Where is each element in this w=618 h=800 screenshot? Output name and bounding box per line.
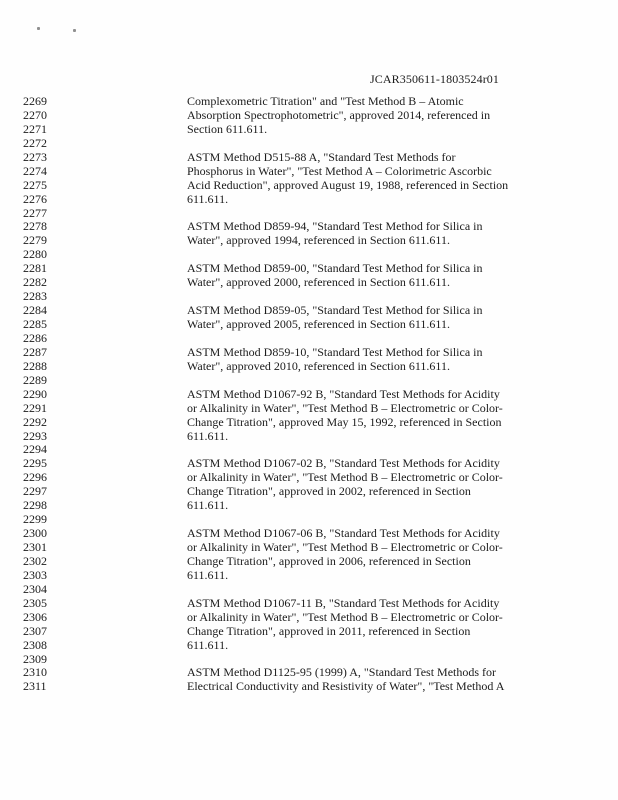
document-line	[0, 653, 618, 667]
line-number: 2301	[23, 540, 47, 554]
line-text	[187, 374, 618, 388]
line-text: Change Titration", approved May 15, 1992, referenced in Section	[187, 414, 502, 429]
line-number: 2276	[23, 191, 47, 206]
document-line	[0, 639, 618, 653]
line-number: 2273	[23, 149, 47, 164]
line-number: 2282	[23, 275, 47, 290]
line-number: 2291	[23, 400, 47, 415]
line-text	[187, 248, 618, 262]
line-number: 2269	[23, 94, 47, 108]
line-number: 2307	[23, 623, 47, 638]
line-number: 2299	[23, 512, 47, 527]
line-text: ASTM Method D515-88 A, "Standard Test Methods for	[187, 149, 456, 164]
line-number: 2275	[23, 177, 47, 192]
line-text: ASTM Method D859-10, "Standard Test Method for Silica in	[187, 344, 483, 359]
document-line	[0, 597, 618, 611]
document-line	[0, 402, 618, 416]
line-text	[187, 583, 618, 597]
line-text	[187, 207, 618, 221]
line-text: Acid Reduction", approved August 19, 1988, referenced in Section	[187, 177, 509, 192]
document-line	[0, 109, 618, 123]
line-number: 2270	[23, 107, 47, 122]
line-text: ASTM Method D1067-11 B, "Standard Test Methods for Acidity	[187, 595, 500, 610]
line-text: Water", approved 1994, referenced in Section 611.611.	[187, 233, 450, 248]
document-line	[0, 541, 618, 555]
line-number: 2279	[23, 233, 47, 248]
document-line	[0, 276, 618, 290]
line-number: 2295	[23, 456, 47, 471]
line-number: 2302	[23, 553, 47, 568]
document-line	[0, 95, 618, 109]
document-line	[0, 262, 618, 276]
document-line	[0, 304, 618, 318]
line-text: or Alkalinity in Water", "Test Method B – Electrometric or Color-	[187, 540, 503, 554]
document-body	[0, 95, 618, 694]
document-line	[0, 346, 618, 360]
line-number: 2306	[23, 609, 47, 624]
document-line	[0, 485, 618, 499]
line-text: 611.611.	[187, 498, 229, 513]
line-text: 611.611.	[187, 428, 229, 443]
line-number: 2308	[23, 637, 47, 652]
line-number: 2289	[23, 372, 47, 387]
document-line	[0, 165, 618, 179]
line-number: 2278	[23, 219, 47, 234]
line-number: 2280	[23, 247, 47, 262]
line-number: 2310	[23, 665, 47, 680]
line-text: ASTM Method D1067-06 B, "Standard Test Methods for Acidity	[187, 526, 500, 541]
document-line	[0, 234, 618, 248]
line-text: Water", approved 2010, referenced in Section 611.611.	[187, 358, 450, 373]
line-text: ASTM Method D859-00, "Standard Test Method for Silica in	[187, 261, 483, 276]
document-line	[0, 583, 618, 597]
line-text	[187, 332, 618, 346]
document-line	[0, 207, 618, 221]
document-line	[0, 416, 618, 430]
line-text	[187, 137, 618, 151]
line-number: 2283	[23, 289, 47, 304]
line-text: or Alkalinity in Water", "Test Method B – Electrometric or Color-	[187, 470, 503, 485]
document-line	[0, 220, 618, 234]
document-line	[0, 611, 618, 625]
line-text: Water", approved 2005, referenced in Section 611.611.	[187, 317, 450, 331]
line-number: 2303	[23, 567, 47, 582]
document-line	[0, 360, 618, 374]
line-text: Change Titration", approved in 2006, referenced in Section	[187, 553, 471, 568]
line-text: Phosphorus in Water", "Test Method A – Colorimetric Ascorbic	[187, 163, 492, 178]
line-text: 611.611.	[187, 567, 229, 582]
document-id-header: JCAR350611-1803524r01	[370, 72, 499, 86]
line-text: Electrical Conductivity and Resistivity of Water", "Test Method A	[187, 679, 505, 694]
line-number: 2296	[23, 470, 47, 485]
line-number: 2287	[23, 344, 47, 359]
line-number: 2298	[23, 498, 47, 513]
document-line	[0, 193, 618, 207]
line-number: 2281	[23, 261, 47, 276]
line-number: 2277	[23, 205, 47, 220]
line-text: Change Titration", approved in 2002, referenced in Section	[187, 484, 471, 499]
line-text: Section 611.611.	[187, 121, 268, 136]
line-number: 2290	[23, 386, 47, 401]
document-line	[0, 248, 618, 262]
line-number: 2288	[23, 358, 47, 373]
line-text: ASTM Method D859-94, "Standard Test Method for Silica in	[187, 219, 483, 234]
line-number: 2272	[23, 135, 47, 150]
line-number: 2285	[23, 317, 47, 331]
document-line	[0, 290, 618, 304]
document-line	[0, 388, 618, 402]
document-line	[0, 513, 618, 527]
line-text: Change Titration", approved in 2011, referenced in Section	[187, 623, 471, 638]
document-line	[0, 499, 618, 513]
line-number: 2294	[23, 442, 47, 457]
line-number: 2297	[23, 484, 47, 499]
line-text: or Alkalinity in Water", "Test Method B – Electrometric or Color-	[187, 609, 503, 624]
line-number: 2304	[23, 581, 47, 596]
document-line	[0, 555, 618, 569]
document-line	[0, 123, 618, 137]
scan-speck-icon	[37, 27, 40, 30]
line-text: 611.611.	[187, 191, 229, 206]
line-number: 2309	[23, 651, 47, 666]
line-text: ASTM Method D1125-95 (1999) A, "Standard Test Methods for	[187, 665, 497, 680]
document-line	[0, 625, 618, 639]
line-text: or Alkalinity in Water", "Test Method B – Electrometric or Color-	[187, 400, 503, 415]
line-number: 2292	[23, 414, 47, 429]
line-text	[187, 513, 618, 527]
line-text	[187, 290, 618, 304]
line-text: ASTM Method D1067-92 B, "Standard Test Methods for Acidity	[187, 386, 500, 401]
document-line	[0, 443, 618, 457]
document-line	[0, 430, 618, 444]
line-text: 611.611.	[187, 637, 229, 652]
document-line	[0, 179, 618, 193]
scan-speck-icon	[73, 29, 76, 32]
line-number: 2300	[23, 526, 47, 541]
line-text: Water", approved 2000, referenced in Section 611.611.	[187, 275, 450, 290]
document-line	[0, 569, 618, 583]
line-text: Complexometric Titration" and "Test Method B – Atomic	[187, 94, 464, 108]
document-line	[0, 527, 618, 541]
document-line	[0, 318, 618, 332]
line-text	[187, 443, 618, 457]
line-text: ASTM Method D859-05, "Standard Test Method for Silica in	[187, 303, 483, 318]
line-number: 2305	[23, 595, 47, 610]
document-line	[0, 374, 618, 388]
line-number: 2293	[23, 428, 47, 443]
document-line	[0, 332, 618, 346]
document-line	[0, 680, 618, 694]
document-line	[0, 457, 618, 471]
line-text: Absorption Spectrophotometric", approved 2014, referenced in	[187, 107, 491, 122]
document-line	[0, 666, 618, 680]
line-number: 2286	[23, 330, 47, 345]
document-line	[0, 151, 618, 165]
line-text: ASTM Method D1067-02 B, "Standard Test Methods for Acidity	[187, 456, 500, 471]
line-text	[187, 653, 618, 667]
document-line	[0, 471, 618, 485]
line-number: 2274	[23, 163, 47, 178]
line-number: 2284	[23, 303, 47, 318]
line-number: 2271	[23, 121, 47, 136]
line-number: 2311	[23, 679, 47, 694]
document-line	[0, 137, 618, 151]
